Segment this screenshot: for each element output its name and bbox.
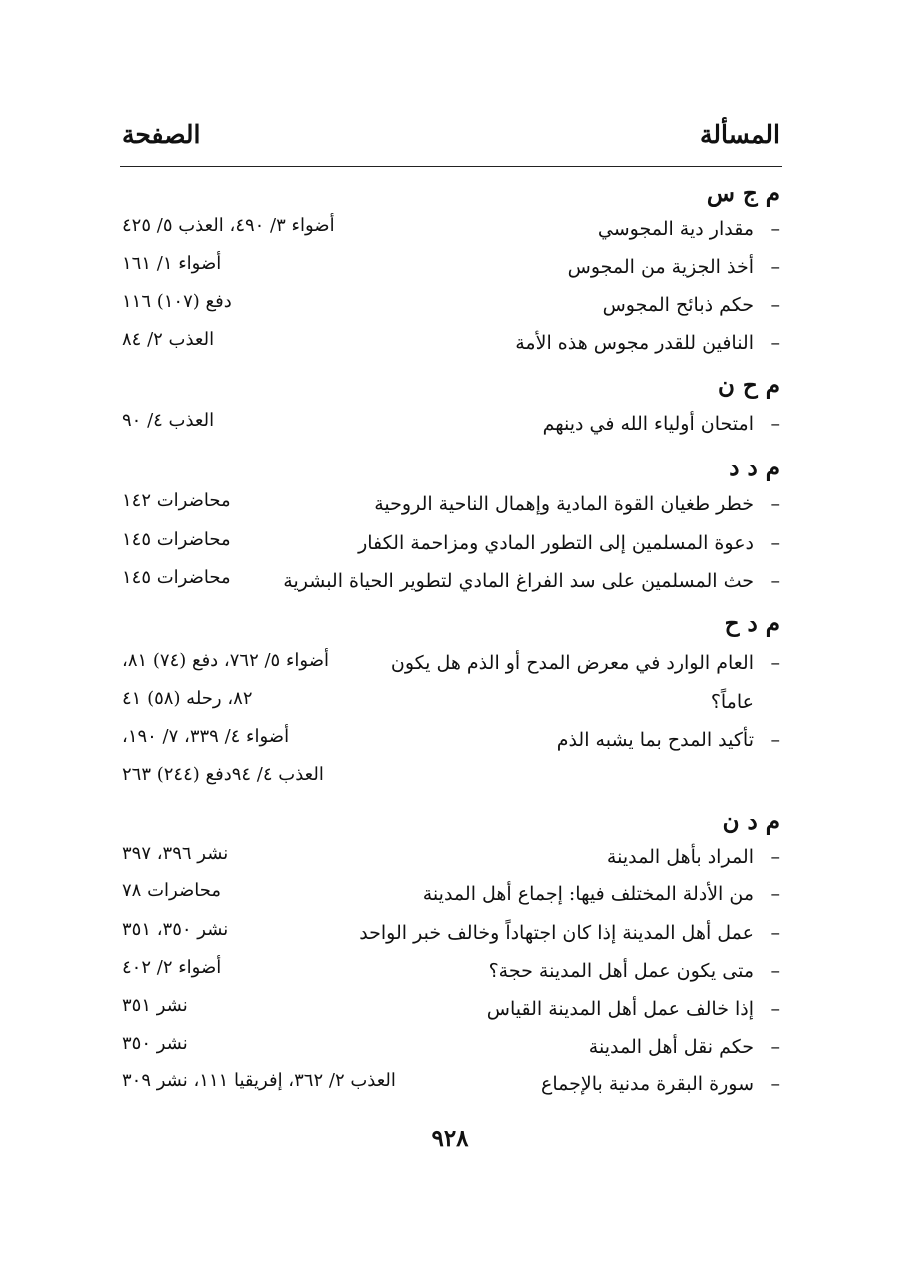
entry-question: حكم نقل أهل المدينة [588, 1036, 754, 1058]
entry-question: العام الوارد في معرض المدح أو الذم هل يكون [390, 652, 754, 674]
entry-reference: أضواء ٥/ ٧٦٢، دفع (٧٤) ٨١، [122, 650, 329, 671]
entry-reference: محاضرات ١٤٥ [122, 567, 231, 588]
entry-question: دعوة المسلمين إلى التطور المادي ومزاحمة الكفار [358, 532, 754, 554]
page-number: ٩٢٨ [431, 1125, 469, 1152]
column-header-issue: المسألة [700, 120, 780, 149]
entry-dash: – [770, 332, 780, 354]
entry-question: حكم ذبائح المجوس [602, 294, 754, 316]
entry-dash: – [770, 294, 780, 316]
entry-dash: – [770, 493, 780, 515]
entry-reference: العذب ٢/ ٣٦٢، إفريقيا ١١١، نشر ٣٠٩ [122, 1070, 396, 1091]
entry-dash: – [770, 998, 780, 1020]
entry-reference: نشر ٣٥١ [122, 995, 188, 1016]
section-title: م ح ن [718, 372, 780, 399]
entry-reference-continuation: العذب ٤/ ٩٤دفع (٢٤٤) ٢٦٣ [122, 764, 324, 785]
entry-question: من الأدلة المختلف فيها: إجماع أهل المدينة [422, 883, 754, 905]
entry-dash: – [770, 532, 780, 554]
entry-reference: نشر ٣٩٦، ٣٩٧ [122, 843, 229, 864]
entry-dash: – [770, 413, 780, 435]
entry-question: حث المسلمين على سد الفراغ المادي لتطوير الحياة البشرية [283, 570, 754, 592]
entry-dash: – [770, 922, 780, 944]
entry-question: مقدار دية المجوسي [597, 218, 754, 240]
entry-dash: – [770, 218, 780, 240]
entry-question: أخذ الجزية من المجوس [567, 256, 754, 278]
entry-dash: – [770, 1036, 780, 1058]
entry-dash: – [770, 846, 780, 868]
entry-reference: محاضرات ٧٨ [122, 880, 221, 901]
section-title: م د ح [724, 610, 780, 637]
entry-question: متى يكون عمل أهل المدينة حجة؟ [488, 960, 754, 982]
section-title: م د د [729, 454, 780, 481]
entry-reference-continuation: ٨٢، رحله (٥٨) ٤١ [122, 688, 253, 709]
entry-reference: أضواء ١/ ١٦١ [122, 253, 222, 274]
entry-question: خطر طغيان القوة المادية وإهمال الناحية الروحية [374, 493, 754, 515]
header-rule [120, 166, 782, 167]
entry-reference: دفع (١٠٧) ١١٦ [122, 291, 232, 312]
entry-dash: – [770, 256, 780, 278]
entry-reference: أضواء ٣/ ٤٩٠، العذب ٥/ ٤٢٥ [122, 215, 335, 236]
entry-reference: العذب ٢/ ٨٤ [122, 329, 215, 350]
entry-reference: محاضرات ١٤٥ [122, 529, 231, 550]
column-header-page: الصفحة [122, 120, 201, 149]
entry-question: سورة البقرة مدنية بالإجماع [541, 1073, 754, 1095]
entry-question: تأكيد المدح بما يشبه الذم [556, 729, 754, 751]
entry-reference: أضواء ٢/ ٤٠٢ [122, 957, 222, 978]
entry-reference: أضواء ٤/ ٣٣٩، ٧/ ١٩٠، [122, 726, 290, 747]
entry-reference: العذب ٤/ ٩٠ [122, 410, 215, 431]
entry-question: امتحان أولياء الله في دينهم [542, 413, 754, 435]
section-title: م ج س [706, 180, 780, 207]
entry-dash: – [770, 960, 780, 982]
entry-question: المراد بأهل المدينة [606, 846, 754, 868]
entry-question: عمل أهل المدينة إذا كان اجتهاداً وخالف خبر الواحد [359, 922, 754, 944]
entry-reference: نشر ٣٥٠ [122, 1033, 188, 1054]
entry-dash: – [770, 883, 780, 905]
entry-question: النافين للقدر مجوس هذه الأمة [515, 332, 754, 354]
entry-dash: – [770, 729, 780, 751]
entry-dash: – [770, 570, 780, 592]
entry-question: إذا خالف عمل أهل المدينة القياس [486, 998, 754, 1020]
entry-reference: نشر ٣٥٠، ٣٥١ [122, 919, 229, 940]
entry-question-continuation: عاماً؟ [710, 691, 754, 713]
entry-dash: – [770, 1073, 780, 1095]
entry-reference: محاضرات ١٤٢ [122, 490, 231, 511]
section-title: م د ن [722, 808, 780, 835]
entry-dash: – [770, 652, 780, 674]
